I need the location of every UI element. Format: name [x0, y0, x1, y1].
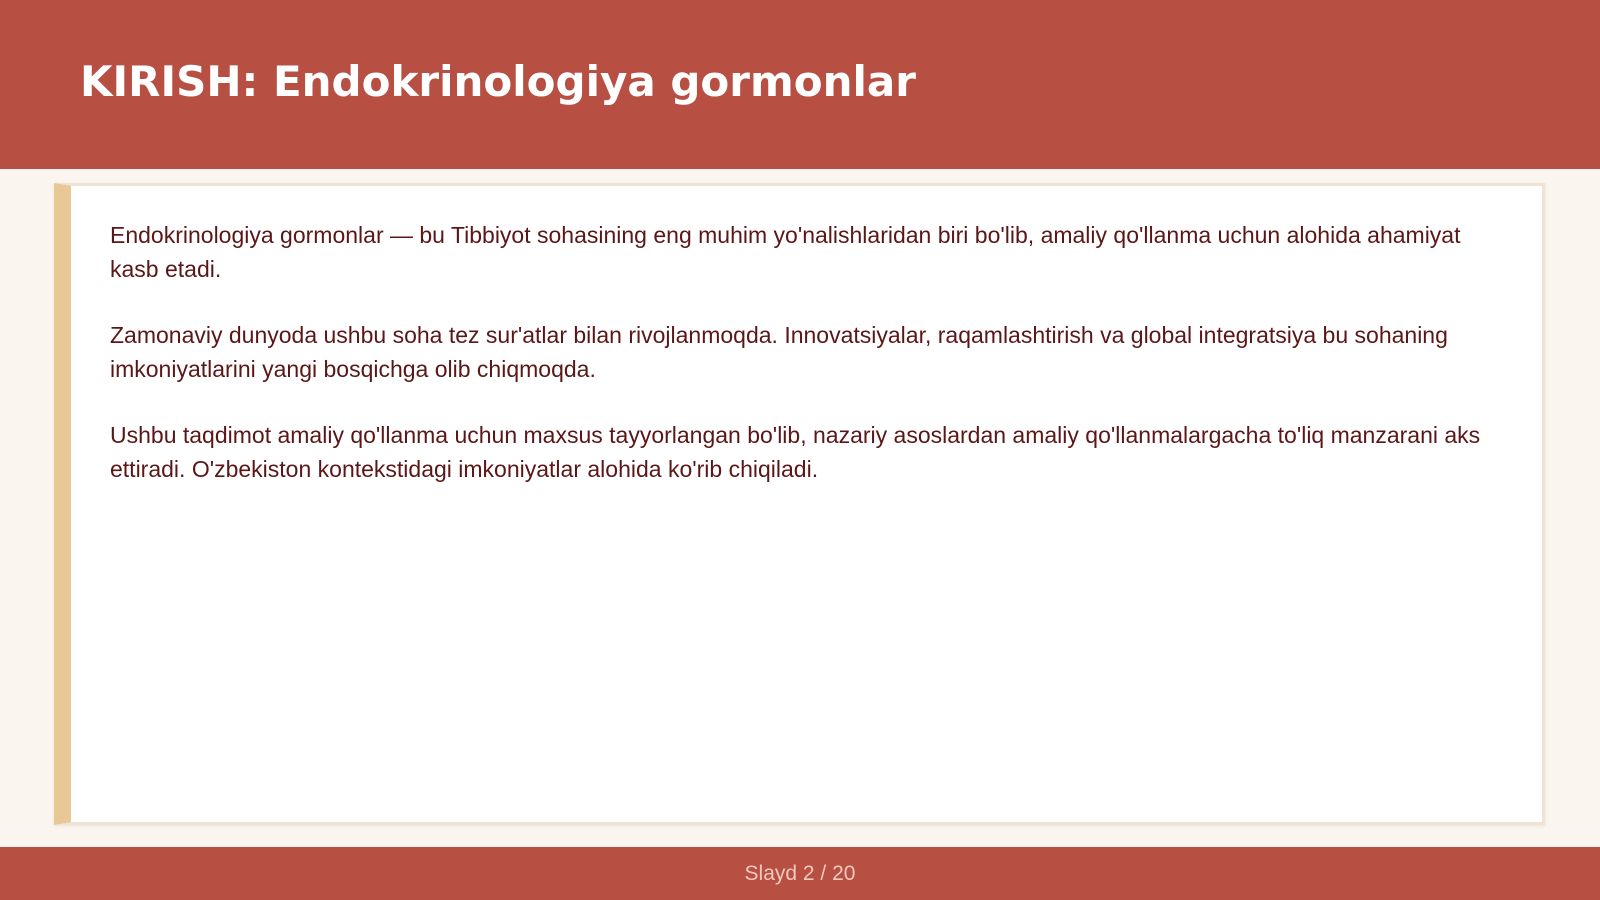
content-card [54, 183, 1545, 825]
slide-title: KIRISH: Endokrinologiya gormonlar [80, 57, 916, 106]
content-text [110, 218, 1500, 518]
content-paragraph-2: Zamonaviy dunyoda ushbu soha tez sur'atlar bilan rivojlanmoqda. Innovatsiyalar, raqamlashtirish va global integratsiya bu sohaning imkoniyatlarini yangi bosqichga olib chiqmoqda. [110, 322, 1448, 382]
slide-counter: Slayd 2 / 20 [744, 862, 856, 885]
slide-header [0, 0, 1600, 169]
slide-footer [0, 847, 1600, 900]
content-paragraph-1: Endokrinologiya gormonlar — bu Tibbiyot sohasining eng muhim yo'nalishlaridan biri bo'lib, amaliy qo'llanma uchun alohida ahamiyat kasb etadi. [110, 222, 1461, 282]
content-paragraph-3: Ushbu taqdimot amaliy qo'llanma uchun maxsus tayyorlangan bo'lib, nazariy asoslardan amaliy qo'llanmalargacha to'liq manzarani aks ettiradi. O'zbekiston kontekstidagi imkoniyatlar alohida ko'rib chiqiladi. [110, 422, 1481, 482]
